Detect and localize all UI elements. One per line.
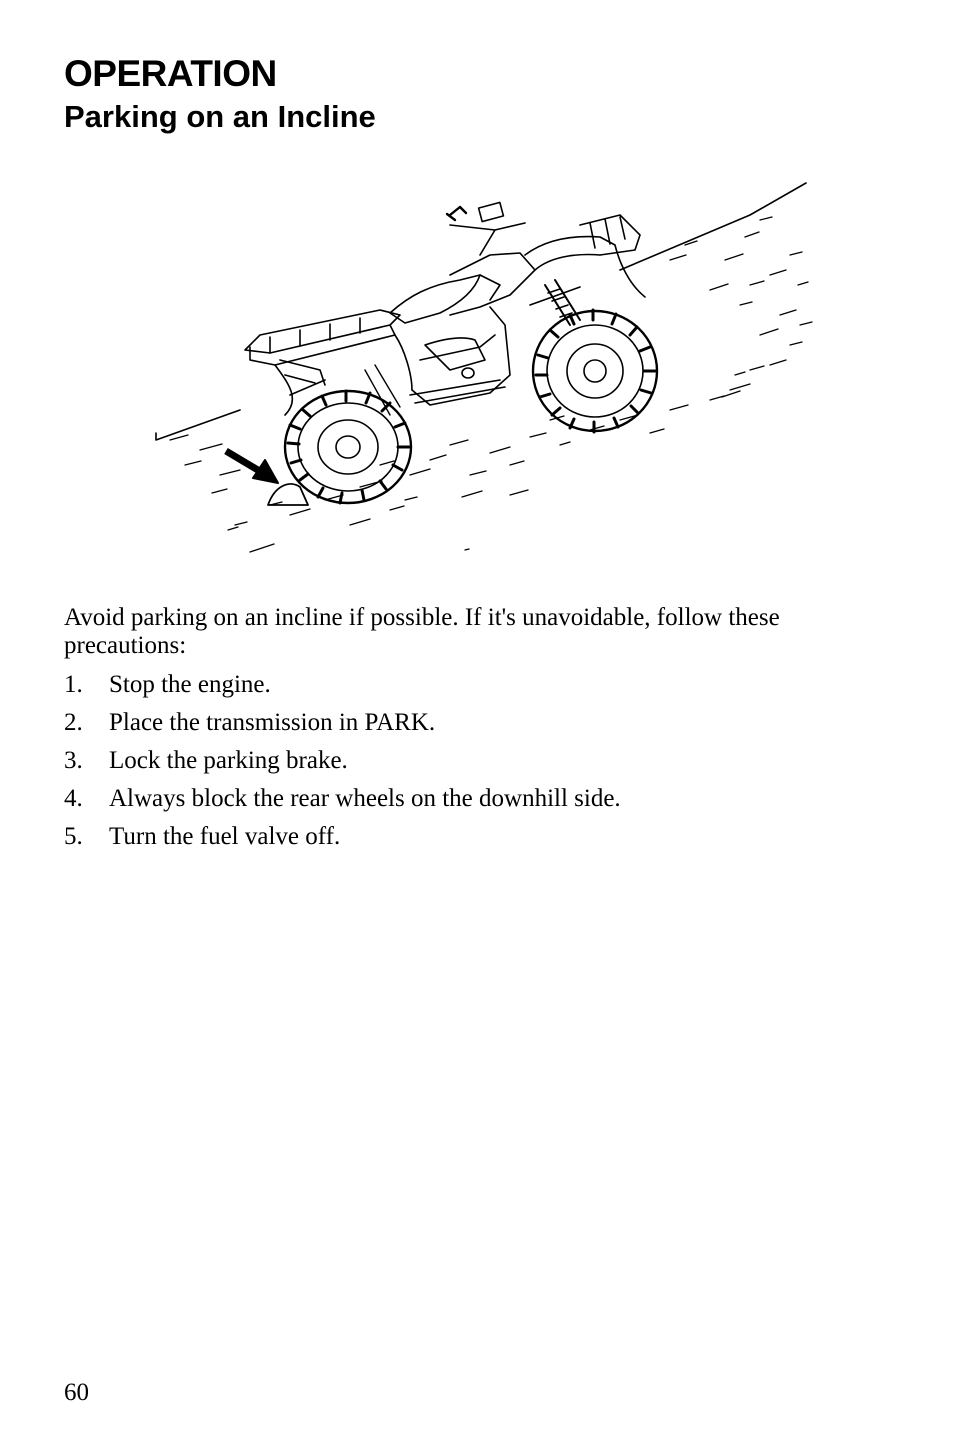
step-text: Turn the fuel valve off. [109, 823, 341, 850]
wheel-chock [268, 484, 308, 505]
step-number: 2. [64, 709, 83, 736]
page-number: 60 [64, 1379, 89, 1406]
step-number: 1. [64, 671, 83, 698]
section-title: OPERATION [64, 53, 277, 94]
step-text: Place the transmission in PARK. [109, 709, 436, 736]
rear-wheel [285, 391, 411, 503]
precautions-list [64, 670, 621, 860]
atv-incline-icon [150, 175, 820, 570]
list-item [64, 670, 621, 708]
arrow-icon [226, 451, 278, 483]
step-text: Always block the rear wheels on the downhill side. [109, 785, 621, 812]
list-item [64, 708, 621, 746]
list-item [64, 784, 621, 822]
step-text: Lock the parking brake. [109, 747, 348, 774]
step-number: 3. [64, 747, 83, 774]
step-text: Stop the engine. [109, 671, 271, 698]
front-wheel [533, 310, 657, 432]
intro-paragraph: Avoid parking on an incline if possible. If it's unavoidable, follow these precautions: [64, 604, 780, 659]
atv-incline-figure [150, 175, 820, 570]
atv-body [245, 202, 645, 415]
list-item [64, 822, 621, 860]
step-number: 4. [64, 785, 83, 812]
slope-line [156, 183, 806, 440]
list-item [64, 746, 621, 784]
step-number: 5. [64, 823, 83, 850]
page-title: Parking on an Incline [64, 99, 376, 134]
ground-texture [170, 217, 812, 552]
